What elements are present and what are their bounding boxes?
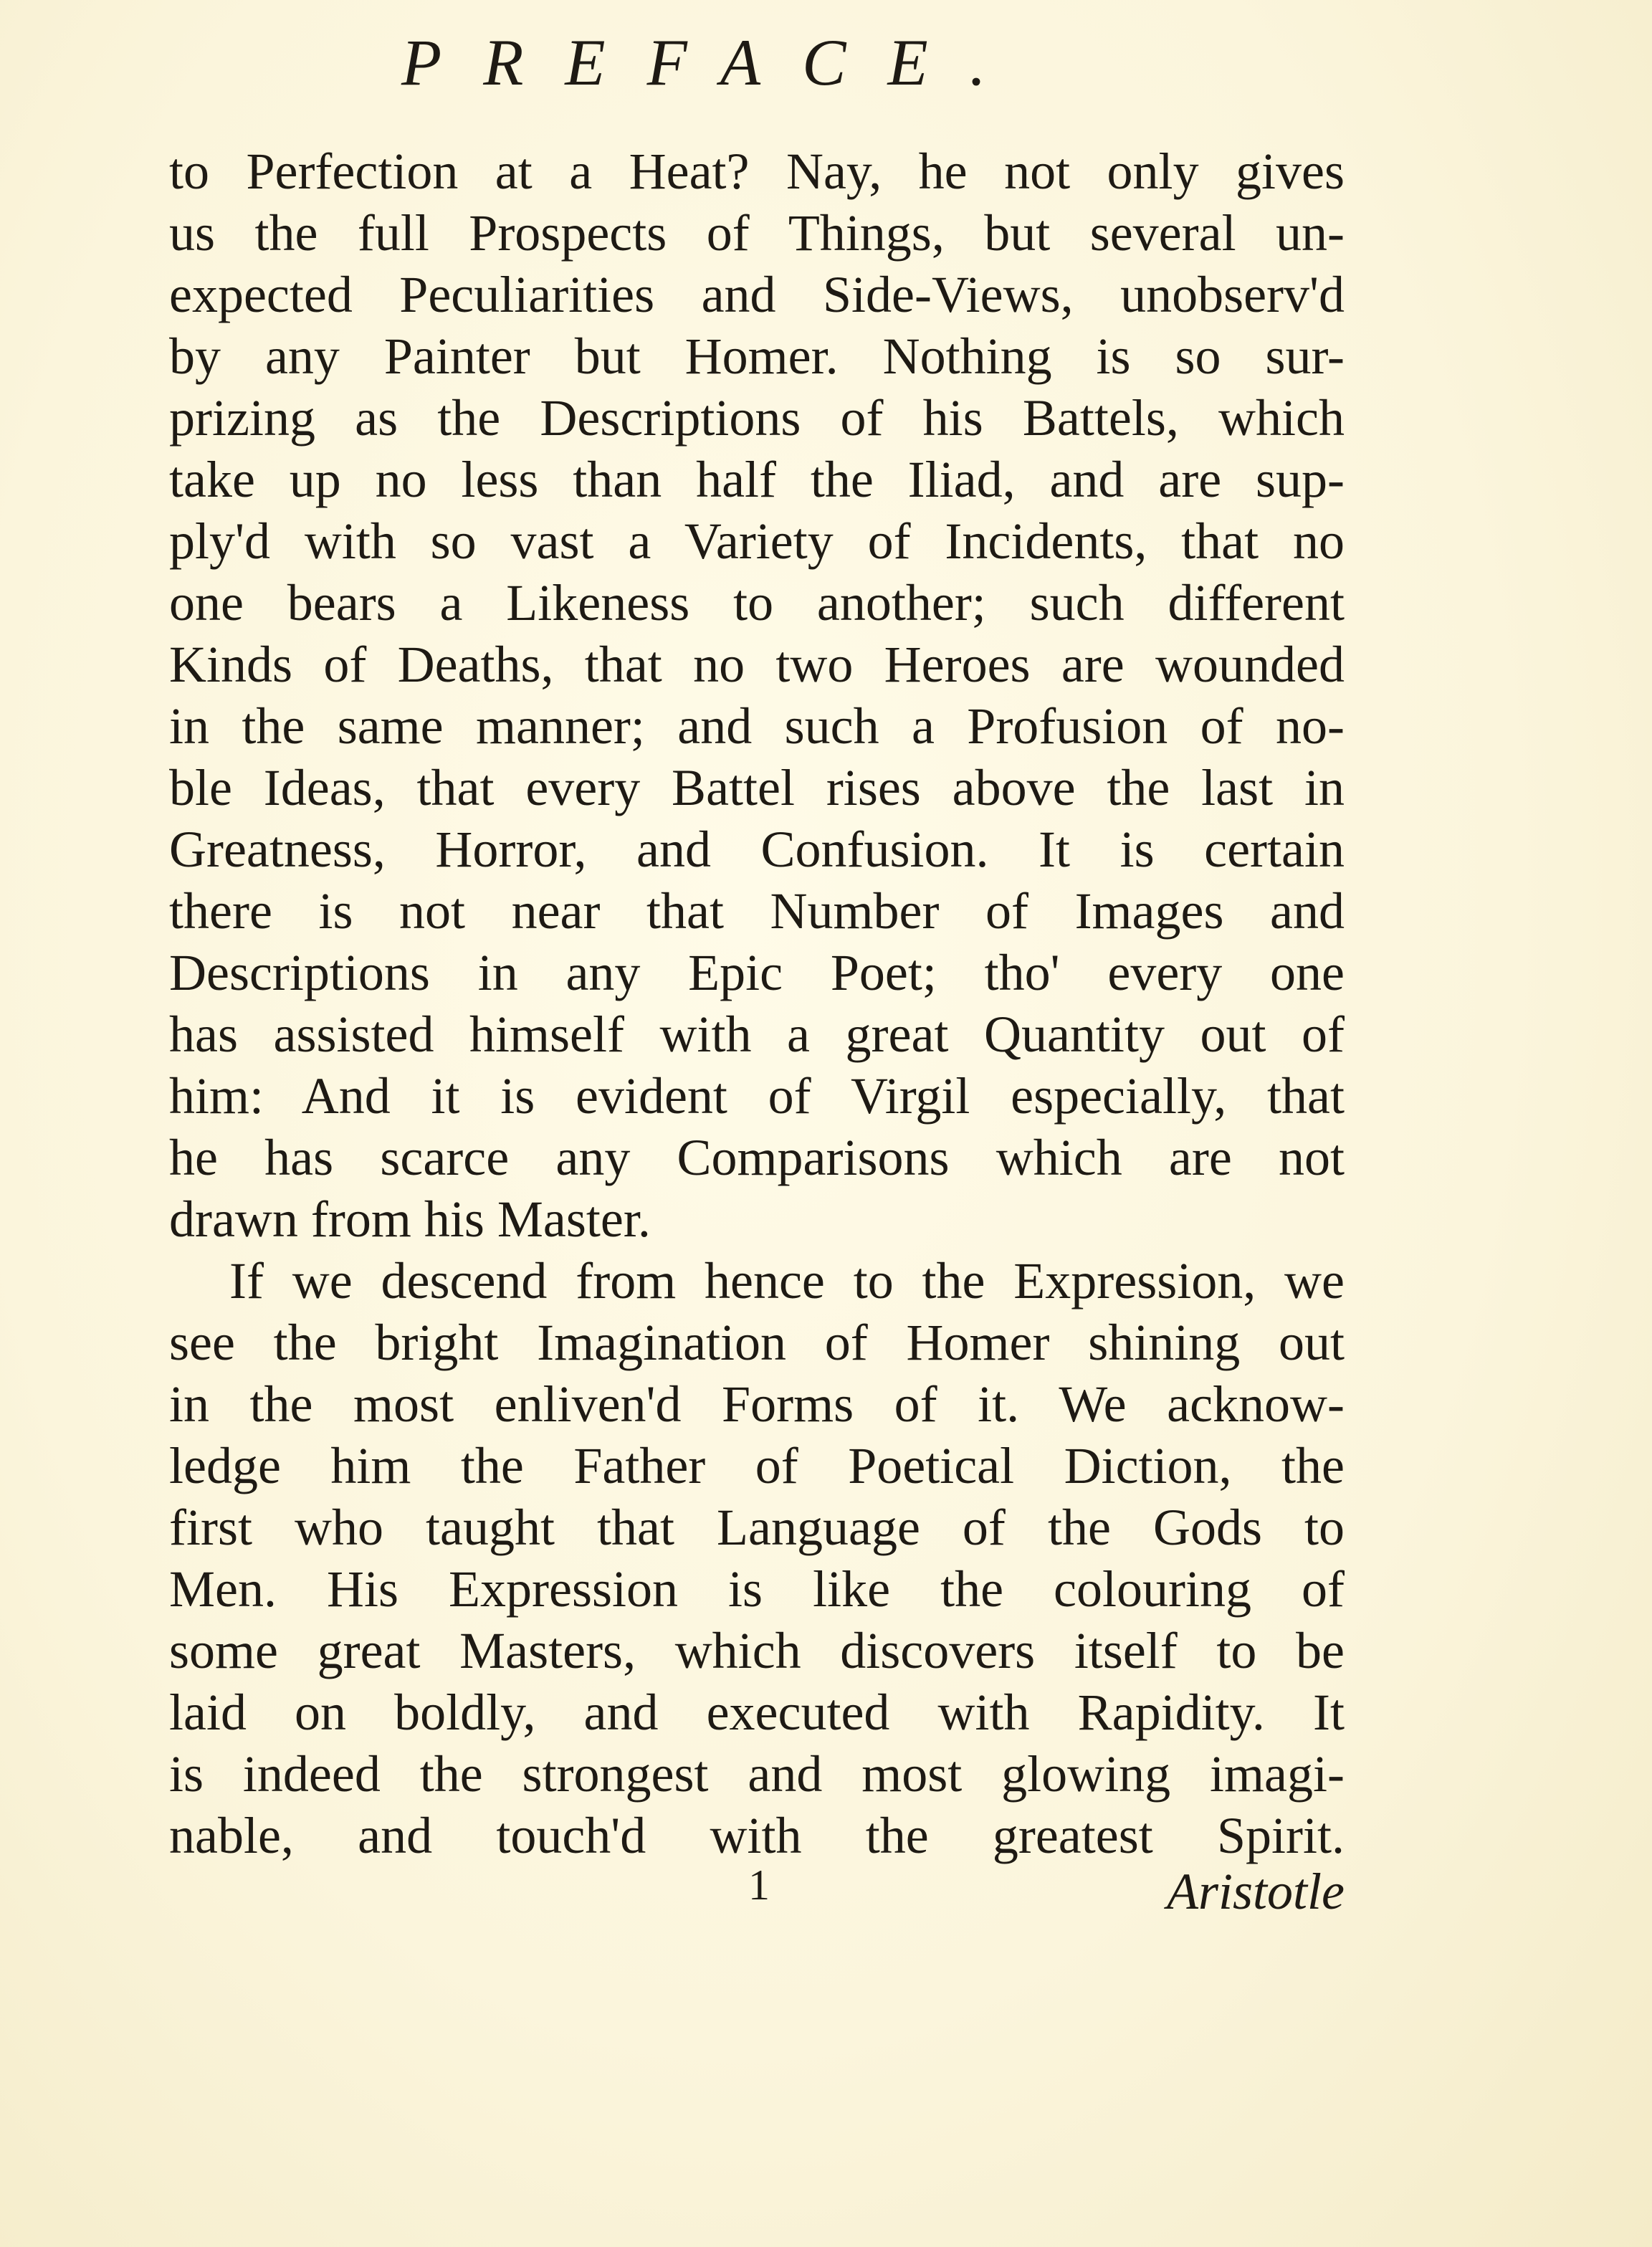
text-line: Men. His Expression is like the colouring of [169, 1560, 1345, 1618]
text-line: first who taught that Language of the Gods to [169, 1499, 1345, 1556]
text-line: is indeed the strongest and most glowing imagi- [169, 1745, 1345, 1803]
text-line: has assisted himself with a great Quantity out of [169, 1006, 1345, 1063]
text-line: us the full Prospects of Things, but several un- [169, 204, 1345, 262]
text-line: to Perfection at a Heat? Nay, he not only gives [169, 143, 1345, 200]
text-line: in the same manner; and such a Profusion of no- [169, 697, 1345, 755]
text-line: him: And it is evident of Virgil especially, that [169, 1067, 1345, 1125]
catchword: Aristotle [1167, 1863, 1345, 1920]
text-line: ledge him the Father of Poetical Diction, the [169, 1437, 1345, 1494]
body-text [169, 140, 1345, 1866]
text-line: Kinds of Deaths, that no two Heroes are wounded [169, 636, 1345, 693]
text-line: he has scarce any Comparisons which are not [169, 1129, 1345, 1186]
text-line: prizing as the Descriptions of his Battels, which [169, 389, 1345, 447]
text-line: ble Ideas, that every Battel rises above the last in [169, 759, 1345, 816]
text-line: Descriptions in any Epic Poet; tho' every one [169, 944, 1345, 1001]
text-line: one bears a Likeness to another; such different [169, 574, 1345, 631]
text-line: expected Peculiarities and Side-Views, unobserv'd [169, 266, 1345, 323]
text-line: If we descend from hence to the Expression, we [229, 1252, 1345, 1309]
running-head: PREFACE. [401, 26, 1028, 99]
text-line: drawn from his Master. [169, 1191, 651, 1248]
text-line: by any Painter but Homer. Nothing is so sur- [169, 328, 1345, 385]
text-line: Greatness, Horror, and Confusion. It is certain [169, 821, 1345, 878]
text-line: nable, and touch'd with the greatest Spirit. [169, 1807, 1345, 1864]
text-line: some great Masters, which discovers itself to be [169, 1622, 1345, 1679]
page-footer [169, 1861, 1345, 1922]
text-line: take up no less than half the Iliad, and are sup- [169, 451, 1345, 508]
text-line: see the bright Imagination of Homer shining out [169, 1314, 1345, 1371]
text-line: there is not near that Number of Images and [169, 882, 1345, 940]
text-line: laid on boldly, and executed with Rapidity. It [169, 1684, 1345, 1741]
signature-mark: 1 [748, 1861, 770, 1909]
text-line: in the most enliven'd Forms of it. We acknow- [169, 1375, 1345, 1433]
text-line: ply'd with so vast a Variety of Incidents, that no [169, 512, 1345, 570]
